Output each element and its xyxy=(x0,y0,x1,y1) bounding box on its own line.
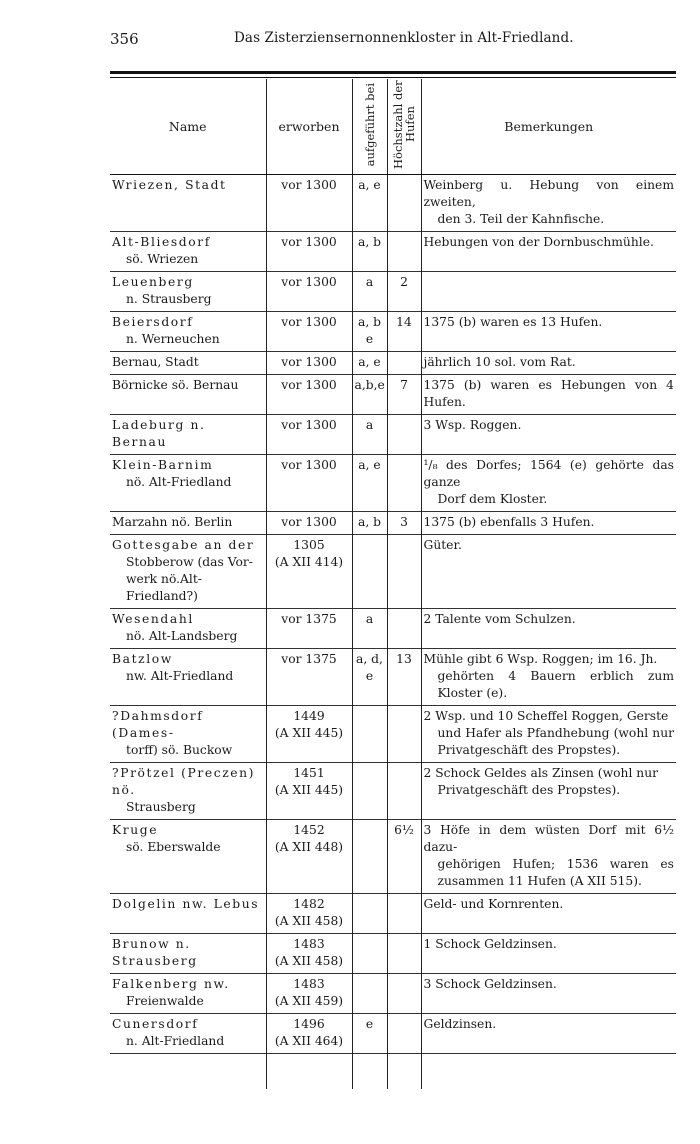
cell-aufgefuehrt xyxy=(352,352,387,375)
acquired-date: vor 1375 xyxy=(281,612,337,626)
cell-aufgefuehrt xyxy=(352,535,387,609)
place-name: Wesendahl xyxy=(112,612,194,626)
cell-bemerkungen xyxy=(421,974,676,1014)
table-row xyxy=(110,820,676,894)
table-row xyxy=(110,375,676,415)
acquired-date: 1305 xyxy=(293,538,325,552)
cell-aufgefuehrt xyxy=(352,272,387,312)
cell-erworben xyxy=(266,375,352,415)
cell-erworben xyxy=(266,763,352,820)
cell-erworben xyxy=(266,820,352,894)
table-header-row xyxy=(110,79,676,175)
cell-aufgefuehrt xyxy=(352,232,387,272)
place-name: Klein-Barnim xyxy=(112,458,214,472)
remark-line: 2 Wsp. und 10 Scheffel Roggen, Gerste xyxy=(423,709,669,723)
acquired-date: 1496 xyxy=(293,1017,325,1031)
place-name: Beiersdorf xyxy=(112,315,194,329)
acquired-source: (A XII 445) xyxy=(274,726,344,740)
listed-in: a, b xyxy=(357,235,382,249)
table-row xyxy=(110,894,676,934)
place-location: Freienwalde xyxy=(126,994,204,1008)
cell-bemerkungen xyxy=(421,272,676,312)
header-rule-thin xyxy=(110,77,676,78)
cell-hufen xyxy=(387,415,421,455)
table-row xyxy=(110,352,676,375)
cell-hufen xyxy=(387,272,421,312)
cell-hufen xyxy=(387,1014,421,1054)
cell-hufen xyxy=(387,535,421,609)
table-row xyxy=(110,609,676,649)
cell-aufgefuehrt xyxy=(352,894,387,934)
cell-name xyxy=(110,455,266,512)
table-row xyxy=(110,415,676,455)
cell-bemerkungen xyxy=(421,455,676,512)
cell-bemerkungen xyxy=(421,352,676,375)
table-row xyxy=(110,763,676,820)
place-name: Batzlow xyxy=(112,652,173,666)
table-row xyxy=(110,455,676,512)
cell-hufen xyxy=(387,175,421,232)
cell-hufen xyxy=(387,706,421,763)
cell-aufgefuehrt xyxy=(352,1014,387,1054)
max-hufen: 14 xyxy=(396,315,412,329)
place-location: n. Strausberg xyxy=(126,292,212,306)
remark-line: Güter. xyxy=(423,538,462,552)
cell-bemerkungen xyxy=(421,175,676,232)
place-location: Strausberg xyxy=(126,800,196,814)
acquired-date: vor 1300 xyxy=(281,418,337,432)
place-name: Marzahn nö. Berlin xyxy=(112,515,233,529)
cell-erworben xyxy=(266,455,352,512)
cell-name xyxy=(110,375,266,415)
cell-name xyxy=(110,535,266,609)
place-name: Cunersdorf xyxy=(112,1017,199,1031)
cell-hufen xyxy=(387,232,421,272)
page-number: 356 xyxy=(110,30,139,48)
cell-aufgefuehrt xyxy=(352,375,387,415)
table-row xyxy=(110,649,676,706)
listed-in: a, e xyxy=(358,458,381,472)
remark-line: 3 Höfe in dem wüsten Dorf mit 6½ dazu- xyxy=(423,823,674,854)
remark-line: 2 Schock Geldes als Zinsen (wohl nur xyxy=(423,766,659,780)
cell-name xyxy=(110,1014,266,1054)
place-location: torff) sö. Buckow xyxy=(126,743,233,757)
cell-erworben xyxy=(266,232,352,272)
cell-name xyxy=(110,894,266,934)
cell-hufen xyxy=(387,375,421,415)
col-header-hoechstzahl xyxy=(387,79,421,175)
acquired-date: vor 1300 xyxy=(281,178,337,192)
cell-name xyxy=(110,272,266,312)
cell-bemerkungen xyxy=(421,312,676,352)
cell-bemerkungen xyxy=(421,763,676,820)
filler-cell xyxy=(352,1054,387,1090)
cell-erworben xyxy=(266,609,352,649)
remark-line: 1 Schock Geldzinsen. xyxy=(423,937,557,951)
cell-aufgefuehrt xyxy=(352,649,387,706)
cell-name xyxy=(110,820,266,894)
place-name: Leuenberg xyxy=(112,275,194,289)
cell-hufen xyxy=(387,352,421,375)
place-location: nö. Alt-Friedland xyxy=(126,475,232,489)
cell-name xyxy=(110,934,266,974)
cell-bemerkungen xyxy=(421,894,676,934)
cell-aufgefuehrt xyxy=(352,934,387,974)
listed-in: a, e xyxy=(358,355,381,369)
cell-aufgefuehrt xyxy=(352,974,387,1014)
table-row xyxy=(110,706,676,763)
place-location: nw. Alt-Friedland xyxy=(126,669,234,683)
col-header-bemerkungen: Bemerkungen xyxy=(421,79,676,175)
table-row xyxy=(110,934,676,974)
listed-in: e xyxy=(365,1017,374,1031)
place-name: ?Prötzel (Preczen) nö. xyxy=(112,766,256,797)
max-hufen: 2 xyxy=(400,275,408,289)
cell-erworben xyxy=(266,934,352,974)
col-header-aufgefuehrt-label: aufgeführt bei xyxy=(362,82,377,167)
cell-name xyxy=(110,609,266,649)
table-row xyxy=(110,974,676,1014)
place-name: Brunow n. Strausberg xyxy=(112,937,198,968)
table-row xyxy=(110,1014,676,1054)
cell-name xyxy=(110,312,266,352)
cell-hufen xyxy=(387,763,421,820)
cell-name xyxy=(110,974,266,1014)
acquired-date: vor 1300 xyxy=(281,458,337,472)
max-hufen: 7 xyxy=(400,378,408,392)
cell-erworben xyxy=(266,894,352,934)
cell-erworben xyxy=(266,352,352,375)
remark-line: Mühle gibt 6 Wsp. Roggen; im 16. Jh. xyxy=(423,652,658,666)
cell-name xyxy=(110,232,266,272)
place-location: sö. Eberswalde xyxy=(126,840,221,854)
cell-bemerkungen xyxy=(421,934,676,974)
remark-continuation: Privatgeschäft des Propstes). xyxy=(437,783,621,797)
remark-line: 1375 (b) ebenfalls 3 Hufen. xyxy=(423,515,595,529)
col-header-name: Name xyxy=(110,79,266,175)
acquired-date: vor 1300 xyxy=(281,235,337,249)
acquired-source: (A XII 448) xyxy=(274,840,344,854)
remark-line: 3 Wsp. Roggen. xyxy=(423,418,522,432)
cell-hufen xyxy=(387,934,421,974)
listed-in: a xyxy=(365,418,374,432)
acquired-source: (A XII 458) xyxy=(274,914,344,928)
place-name: Alt-Bliesdorf xyxy=(112,235,211,249)
acquired-source: (A XII 464) xyxy=(274,1034,344,1048)
remark-continuation: gehörten 4 Bauern erblich zum Kloster (e). xyxy=(437,669,674,700)
cell-aufgefuehrt xyxy=(352,512,387,535)
cell-name xyxy=(110,415,266,455)
place-name: Dolgelin nw. Lebus xyxy=(112,897,260,911)
remark-line: Geldzinsen. xyxy=(423,1017,497,1031)
cell-hufen xyxy=(387,312,421,352)
cell-hufen xyxy=(387,974,421,1014)
place-name: Kruge xyxy=(112,823,159,837)
cell-aufgefuehrt xyxy=(352,415,387,455)
cell-aufgefuehrt xyxy=(352,455,387,512)
table-row xyxy=(110,272,676,312)
remark-continuation: und Hafer als Pfandhebung (wohl nur Privatgeschäft des Propstes). xyxy=(437,726,674,757)
table-row xyxy=(110,175,676,232)
place-name: ?Dahmsdorf (Dames- xyxy=(112,709,204,740)
cell-erworben xyxy=(266,415,352,455)
cell-aufgefuehrt xyxy=(352,763,387,820)
remark-line: ¹/₈ des Dorfes; 1564 (e) gehörte das ganze xyxy=(423,458,674,489)
place-name: Börnicke sö. Bernau xyxy=(112,378,239,392)
acquired-date: vor 1300 xyxy=(281,315,337,329)
table-row xyxy=(110,312,676,352)
acquired-date: 1449 xyxy=(293,709,325,723)
filler-cell xyxy=(110,1054,266,1090)
cell-erworben xyxy=(266,512,352,535)
col-header-aufgefuehrt xyxy=(352,79,387,175)
cell-hufen xyxy=(387,820,421,894)
place-location: n. Alt-Friedland xyxy=(126,1034,225,1048)
cell-name xyxy=(110,763,266,820)
max-hufen: 13 xyxy=(396,652,412,666)
cell-aufgefuehrt xyxy=(352,609,387,649)
remark-continuation: gehörigen Hufen; 1536 waren es zusammen 11 Hufen (A XII 515). xyxy=(437,857,674,888)
cell-name xyxy=(110,512,266,535)
listed-in: a xyxy=(365,275,374,289)
running-title: Das Zisterziensernonnenkloster in Alt-Friedland. xyxy=(234,30,574,46)
acquired-source: (A XII 459) xyxy=(274,994,344,1008)
cell-name xyxy=(110,706,266,763)
listed-in: a xyxy=(365,612,374,626)
cell-erworben xyxy=(266,706,352,763)
acquired-date: 1483 xyxy=(293,977,325,991)
filler-cell xyxy=(266,1054,352,1090)
max-hufen: 6½ xyxy=(394,823,414,837)
cell-aufgefuehrt xyxy=(352,175,387,232)
acquired-date: 1451 xyxy=(293,766,325,780)
place-location: nö. Alt-Landsberg xyxy=(126,629,238,643)
cell-bemerkungen xyxy=(421,609,676,649)
listed-in: a,b,e xyxy=(354,378,385,392)
place-name: Gottesgabe an der xyxy=(112,538,255,552)
place-location: n. Werneuchen xyxy=(126,332,220,346)
table-row xyxy=(110,232,676,272)
table-body xyxy=(110,175,676,1090)
acquired-date: vor 1300 xyxy=(281,355,337,369)
cell-erworben xyxy=(266,312,352,352)
cell-bemerkungen xyxy=(421,820,676,894)
acquired-date: vor 1375 xyxy=(281,652,337,666)
acquired-date: vor 1300 xyxy=(281,515,337,529)
place-location: sö. Wriezen xyxy=(126,252,199,266)
cell-name xyxy=(110,352,266,375)
filler-cell xyxy=(421,1054,676,1090)
listed-in: a, d, e xyxy=(356,652,383,683)
acquired-date: 1452 xyxy=(293,823,325,837)
cell-aufgefuehrt xyxy=(352,312,387,352)
remark-line: 1375 (b) waren es 13 Hufen. xyxy=(423,315,603,329)
cell-hufen xyxy=(387,649,421,706)
acquired-date: vor 1300 xyxy=(281,275,337,289)
cell-bemerkungen xyxy=(421,535,676,609)
remark-line: Hebungen von der Dornbuschmühle. xyxy=(423,235,654,249)
listed-in: a, b e xyxy=(357,315,382,346)
remark-line: 1375 (b) waren es Hebungen von 4 Hufen. xyxy=(423,378,674,409)
remark-line: Weinberg u. Hebung von einem zweiten, xyxy=(423,178,674,209)
col-header-erworben: erworben xyxy=(266,79,352,175)
cell-erworben xyxy=(266,535,352,609)
place-name: Ladeburg n. Bernau xyxy=(112,418,206,449)
remark-line: 2 Talente vom Schulzen. xyxy=(423,612,576,626)
acquired-source: (A XII 445) xyxy=(274,783,344,797)
acquired-date: 1483 xyxy=(293,937,325,951)
cell-hufen xyxy=(387,894,421,934)
cell-aufgefuehrt xyxy=(352,820,387,894)
acquired-date: 1482 xyxy=(293,897,325,911)
cell-bemerkungen xyxy=(421,232,676,272)
place-name: Falkenberg nw. xyxy=(112,977,230,991)
place-name: Wriezen, Stadt xyxy=(112,178,227,192)
listed-in: a, b xyxy=(357,515,382,529)
cell-erworben xyxy=(266,272,352,312)
acquired-source: (A XII 458) xyxy=(274,954,344,968)
listed-in: a, e xyxy=(358,178,381,192)
cell-bemerkungen xyxy=(421,1014,676,1054)
cell-name xyxy=(110,649,266,706)
cell-hufen xyxy=(387,455,421,512)
remark-line: 3 Schock Geldzinsen. xyxy=(423,977,557,991)
cell-erworben xyxy=(266,649,352,706)
cell-name xyxy=(110,175,266,232)
cell-bemerkungen xyxy=(421,512,676,535)
cell-bemerkungen xyxy=(421,415,676,455)
col-header-hoechstzahl-label: Höchstzahl der Hufen xyxy=(391,80,417,169)
property-table xyxy=(110,79,676,1089)
remark-line: Geld- und Kornrenten. xyxy=(423,897,564,911)
acquired-date: vor 1300 xyxy=(281,378,337,392)
cell-bemerkungen xyxy=(421,706,676,763)
running-header xyxy=(110,30,676,52)
cell-hufen xyxy=(387,512,421,535)
cell-bemerkungen xyxy=(421,649,676,706)
acquired-source: (A XII 414) xyxy=(274,555,344,569)
cell-erworben xyxy=(266,974,352,1014)
filler-cell xyxy=(387,1054,421,1090)
remark-line: jährlich 10 sol. vom Rat. xyxy=(423,355,576,369)
cell-erworben xyxy=(266,175,352,232)
cell-hufen xyxy=(387,609,421,649)
table-row xyxy=(110,512,676,535)
remark-continuation: den 3. Teil der Kahnfische. xyxy=(437,212,605,226)
cell-erworben xyxy=(266,1014,352,1054)
header-rule-thick xyxy=(110,71,676,74)
max-hufen: 3 xyxy=(400,515,408,529)
place-name: Bernau, Stadt xyxy=(112,355,199,369)
table-filler-row xyxy=(110,1054,676,1090)
table-row xyxy=(110,535,676,609)
remark-continuation: Dorf dem Kloster. xyxy=(437,492,548,506)
place-location: Stobberow (das Vor- werk nö.Alt-Friedland?) xyxy=(126,555,253,603)
cell-bemerkungen xyxy=(421,375,676,415)
cell-aufgefuehrt xyxy=(352,706,387,763)
